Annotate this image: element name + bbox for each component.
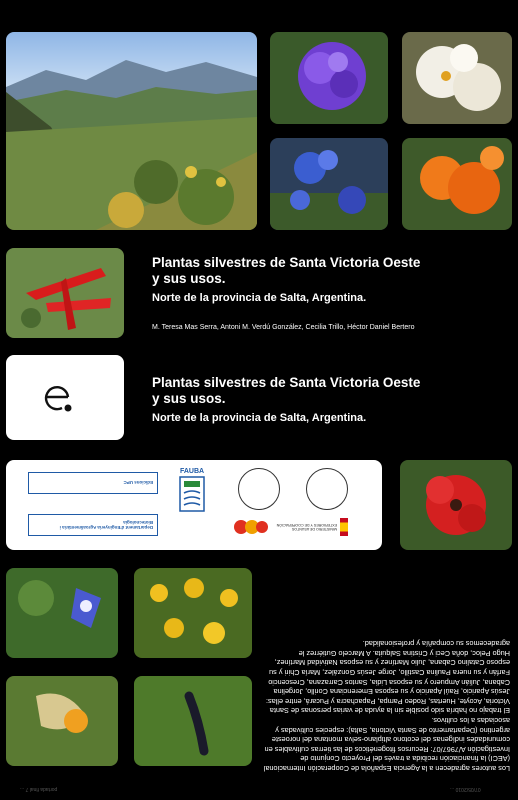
upc-logo-1-text: Edicions UPC (123, 480, 153, 486)
purple-flower-photo (270, 32, 388, 124)
ministerio-logo (276, 516, 348, 538)
blue-bellflower-photo (6, 568, 118, 658)
university-seal-2 (306, 468, 348, 510)
logos-card (6, 460, 382, 550)
spine-subtitle: Norte de la provincia de Salta, Argentina. (152, 412, 367, 424)
acknowledgements-text: Los autores agradecen a la Agencia Española de Cooperación Internacional (AECI) la financiación recibida a través del Proyecto Conjunto de Investigación A/7967/07: Recursos fitogenéticos de las tierras cultivables en comunidades indígenas del ecotono altiplano-selva montana del noroeste argentino (Departamento de Santa Victoria, Salta): especies cultivadas y asociadas a los cultivos. El trabajo no habría sido posible sin la ayuda de varias personas de Santa Victoria, Acoyte, Huertas, Rodeo Pampa, Papachacra y Pucará, entre ellas: Jesús Aparicio, Raúl Aparicio y su esposa Emerenciana Corillo, Jorgelina Cabana, Julián Ampuero y su esposa Lidia, Santos Carrazana, Crescencio Farfán y su nuera Paulina Castillo, Jorge Jesús González, María Chiri y su esposo Catalino Cabana, Julio Martínez y su esposa Natividad Martínez, Hugo Peloc, doña Ceci y Cristina Salquita. A Marcelo Gutiérrez le agradecemos su compañía y profesionalidad. (263, 639, 510, 773)
fauba-logo (174, 468, 210, 518)
orange-flower-photo (402, 138, 512, 230)
caterpillar-photo (134, 676, 252, 766)
cover-title-line2: y sus usos. (152, 271, 226, 286)
publisher-e-icon (42, 381, 76, 415)
spine-title-line2: y sus usos. (152, 391, 226, 406)
cover-authors: M. Teresa Mas Serra, Antoni M. Verdú González, Cecilia Trillo, Héctor Daniel Bertero (152, 324, 415, 331)
footer-left-mark: portada final 7 ... (20, 786, 58, 792)
blue-flower-photo (270, 138, 388, 230)
upc-logo-2 (28, 514, 158, 536)
physalis-photo (6, 676, 118, 766)
red-flower-photo (6, 248, 124, 338)
red-bloom-photo (400, 460, 512, 550)
white-flower-photo (402, 32, 512, 124)
cover-subtitle: Norte de la provincia de Salta, Argentina. (152, 292, 367, 304)
ministerio-logo-text: MINISTERIO DE ASUNTOS EXTERIORES Y DE COOPERACIÓN (276, 523, 337, 532)
yellow-flowers-photo (134, 568, 252, 658)
spine-title-line1: Plantas silvestres de Santa Victoria Oeste (152, 375, 421, 390)
spain-flag-icon (340, 518, 348, 536)
fauba-logo-text: FAUBA (179, 468, 205, 475)
footer-right-mark: 07/05/2010 ... (450, 786, 481, 792)
university-seal-1 (238, 468, 280, 510)
publisher-logo-card (6, 355, 124, 440)
cover-title-line1: Plantas silvestres de Santa Victoria Oeste (152, 255, 421, 270)
cooperacion-logo (232, 518, 270, 536)
upc-logo-2-text: Departament d'Enginyeria Agroalimentària i Biotecnologia (59, 520, 153, 530)
landscape-photo (6, 32, 257, 230)
upc-logo-1 (28, 472, 158, 494)
